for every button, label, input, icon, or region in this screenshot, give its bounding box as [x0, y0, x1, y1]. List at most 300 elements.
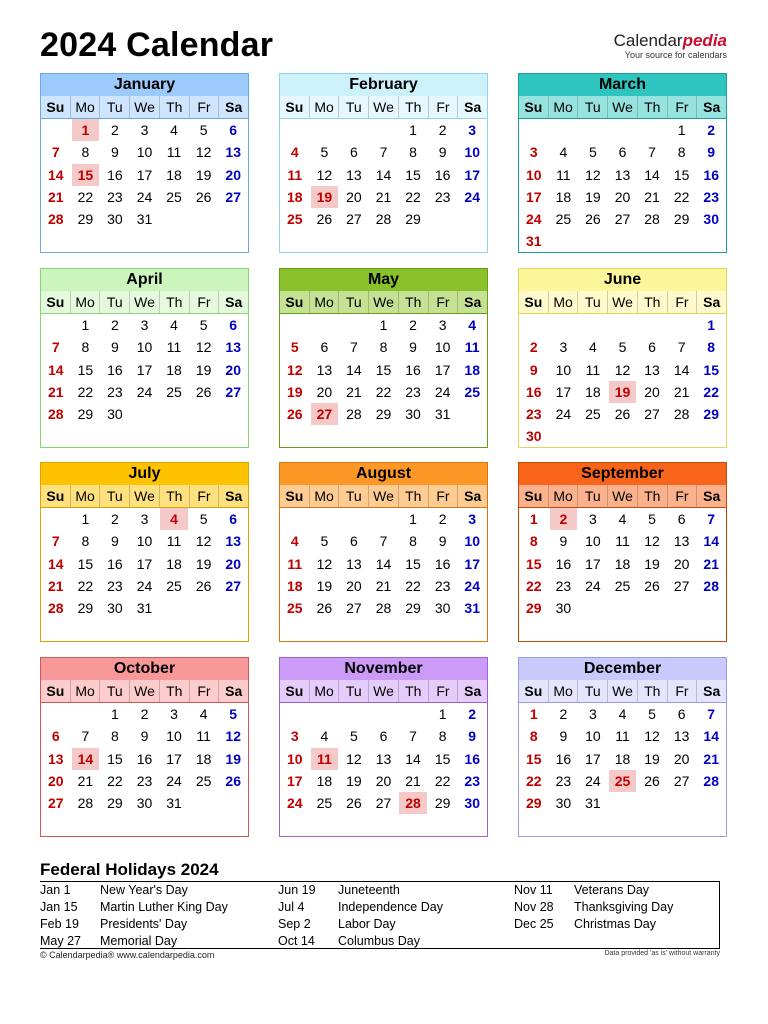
day-cell[interactable]: 26: [225, 772, 241, 789]
day-cell[interactable]: 28: [644, 211, 660, 228]
day-cell[interactable]: 11: [166, 533, 182, 550]
day-cell[interactable]: 7: [409, 728, 417, 745]
day-cell[interactable]: 13: [225, 144, 241, 161]
day-cell[interactable]: 10: [434, 339, 451, 356]
day-cell[interactable]: 8: [677, 144, 686, 161]
day-cell[interactable]: 5: [589, 144, 597, 161]
day-cell[interactable]: 20: [673, 555, 690, 572]
day-cell[interactable]: 6: [229, 122, 238, 138]
day-cell[interactable]: 24: [585, 577, 601, 594]
day-cell[interactable]: 16: [107, 166, 123, 183]
day-cell[interactable]: 20: [225, 361, 241, 378]
day-cell[interactable]: 11: [615, 728, 630, 745]
day-cell[interactable]: 20: [673, 750, 690, 767]
day-cell[interactable]: 12: [195, 144, 212, 161]
day-cell[interactable]: 2: [438, 122, 447, 138]
day-cell[interactable]: 26: [195, 383, 212, 400]
day-cell[interactable]: 13: [47, 750, 64, 767]
day-cell[interactable]: 25: [585, 406, 601, 423]
day-cell[interactable]: 4: [320, 728, 329, 745]
day-cell[interactable]: 28: [375, 211, 392, 228]
day-cell[interactable]: 10: [286, 750, 303, 767]
day-cell[interactable]: 27: [346, 211, 362, 228]
day-cell[interactable]: 14: [703, 533, 719, 550]
day-cell[interactable]: 7: [81, 728, 90, 745]
day-cell[interactable]: 3: [140, 317, 149, 333]
day-cell[interactable]: 2: [468, 706, 477, 722]
day-cell[interactable]: 18: [166, 166, 182, 183]
day-cell[interactable]: 12: [316, 555, 333, 572]
day-cell[interactable]: 29: [703, 406, 719, 423]
day-cell[interactable]: 17: [585, 555, 601, 572]
holiday-cell[interactable]: 1: [72, 119, 100, 141]
day-cell[interactable]: 18: [195, 750, 212, 767]
day-cell[interactable]: 25: [614, 577, 631, 594]
day-cell[interactable]: 10: [585, 728, 601, 745]
day-cell[interactable]: 24: [555, 406, 572, 423]
day-cell[interactable]: 8: [111, 728, 119, 745]
day-cell[interactable]: 15: [405, 555, 421, 572]
day-cell[interactable]: 19: [644, 750, 660, 767]
day-cell[interactable]: 22: [673, 188, 690, 205]
day-cell[interactable]: 20: [346, 188, 362, 205]
day-cell[interactable]: 6: [677, 706, 686, 722]
day-cell[interactable]: 23: [107, 188, 123, 205]
day-cell[interactable]: 10: [585, 533, 601, 550]
day-cell[interactable]: 26: [316, 211, 333, 228]
day-cell[interactable]: 15: [77, 555, 94, 572]
day-cell[interactable]: 31: [464, 600, 480, 617]
day-cell[interactable]: 18: [555, 188, 572, 205]
day-cell[interactable]: 27: [673, 577, 690, 594]
day-cell[interactable]: 1: [409, 511, 417, 527]
day-cell[interactable]: 16: [464, 750, 480, 767]
day-cell[interactable]: 13: [346, 555, 362, 572]
day-cell[interactable]: 26: [195, 577, 212, 594]
day-cell[interactable]: 6: [379, 728, 388, 745]
day-cell[interactable]: 10: [555, 361, 572, 378]
day-cell[interactable]: 16: [107, 555, 123, 572]
day-cell[interactable]: 16: [434, 555, 451, 572]
day-cell[interactable]: 26: [316, 600, 333, 617]
day-cell[interactable]: 18: [316, 772, 333, 789]
day-cell[interactable]: 30: [525, 428, 542, 445]
day-cell[interactable]: 29: [77, 406, 94, 423]
day-cell[interactable]: 30: [703, 211, 719, 228]
day-cell[interactable]: 6: [350, 144, 358, 161]
day-cell[interactable]: 9: [438, 144, 447, 161]
day-cell[interactable]: 7: [707, 511, 716, 527]
day-cell[interactable]: 11: [166, 144, 182, 161]
day-cell[interactable]: 18: [166, 361, 182, 378]
day-cell[interactable]: 11: [556, 166, 571, 183]
day-cell[interactable]: 7: [648, 144, 656, 161]
day-cell[interactable]: 2: [529, 339, 538, 356]
day-cell[interactable]: 20: [47, 772, 64, 789]
day-cell[interactable]: 17: [286, 772, 303, 789]
day-cell[interactable]: 4: [290, 144, 299, 161]
day-cell[interactable]: 3: [170, 706, 178, 722]
day-cell[interactable]: 24: [136, 383, 153, 400]
day-cell[interactable]: 11: [615, 533, 630, 550]
day-cell[interactable]: 17: [136, 555, 153, 572]
day-cell[interactable]: 12: [195, 533, 212, 550]
day-cell[interactable]: 7: [677, 339, 686, 356]
day-cell[interactable]: 13: [316, 361, 333, 378]
day-cell[interactable]: 25: [166, 188, 182, 205]
holiday-cell[interactable]: 11: [311, 748, 339, 770]
day-cell[interactable]: 21: [47, 188, 64, 205]
day-cell[interactable]: 1: [379, 317, 388, 333]
day-cell[interactable]: 2: [559, 706, 568, 722]
day-cell[interactable]: 31: [136, 600, 153, 617]
day-cell[interactable]: 19: [195, 361, 212, 378]
day-cell[interactable]: 5: [350, 728, 358, 745]
day-cell[interactable]: 30: [555, 600, 572, 617]
day-cell[interactable]: 5: [648, 511, 656, 527]
day-cell[interactable]: 28: [673, 406, 690, 423]
day-cell[interactable]: 30: [107, 406, 123, 423]
day-cell[interactable]: 13: [614, 166, 631, 183]
day-cell[interactable]: 16: [434, 166, 451, 183]
day-cell[interactable]: 18: [286, 577, 303, 594]
day-cell[interactable]: 27: [644, 406, 660, 423]
day-cell[interactable]: 11: [196, 728, 211, 745]
day-cell[interactable]: 8: [409, 533, 417, 550]
day-cell[interactable]: 9: [409, 339, 417, 356]
day-cell[interactable]: 10: [136, 339, 153, 356]
day-cell[interactable]: 11: [464, 339, 480, 356]
holiday-cell[interactable]: 27: [311, 403, 339, 425]
day-cell[interactable]: 15: [525, 750, 542, 767]
day-cell[interactable]: 21: [375, 577, 392, 594]
day-cell[interactable]: 13: [375, 750, 392, 767]
day-cell[interactable]: 14: [47, 555, 64, 572]
day-cell[interactable]: 18: [585, 383, 601, 400]
day-cell[interactable]: 17: [555, 383, 572, 400]
holiday-cell[interactable]: 14: [72, 748, 100, 770]
brand-logo[interactable]: [614, 31, 727, 61]
day-cell[interactable]: 20: [644, 383, 660, 400]
day-cell[interactable]: 28: [47, 600, 64, 617]
day-cell[interactable]: 29: [77, 600, 94, 617]
day-cell[interactable]: 15: [525, 555, 542, 572]
day-cell[interactable]: 5: [199, 511, 208, 527]
day-cell[interactable]: 14: [375, 166, 392, 183]
day-cell[interactable]: 30: [464, 795, 480, 812]
day-cell[interactable]: 26: [644, 772, 660, 789]
day-cell[interactable]: 9: [140, 728, 149, 745]
day-cell[interactable]: 7: [379, 144, 388, 161]
day-cell[interactable]: 15: [434, 750, 451, 767]
day-cell[interactable]: 3: [529, 144, 538, 161]
day-cell[interactable]: 9: [111, 533, 119, 550]
day-cell[interactable]: 11: [166, 339, 182, 356]
day-cell[interactable]: 22: [77, 188, 94, 205]
day-cell[interactable]: 22: [77, 577, 94, 594]
day-cell[interactable]: 10: [166, 728, 182, 745]
day-cell[interactable]: 4: [468, 317, 477, 333]
day-cell[interactable]: 18: [286, 188, 303, 205]
day-cell[interactable]: 29: [434, 795, 451, 812]
day-cell[interactable]: 7: [51, 144, 60, 161]
day-cell[interactable]: 1: [111, 706, 119, 722]
day-cell[interactable]: 12: [644, 533, 660, 550]
day-cell[interactable]: 16: [555, 555, 572, 572]
day-cell[interactable]: 23: [434, 188, 451, 205]
day-cell[interactable]: 10: [136, 533, 153, 550]
day-cell[interactable]: 29: [525, 600, 542, 617]
day-cell[interactable]: 22: [525, 577, 542, 594]
day-cell[interactable]: 7: [51, 339, 60, 356]
day-cell[interactable]: 13: [673, 533, 690, 550]
day-cell[interactable]: 5: [320, 533, 329, 550]
day-cell[interactable]: 21: [673, 383, 690, 400]
day-cell[interactable]: 20: [225, 555, 241, 572]
day-cell[interactable]: 20: [225, 166, 241, 183]
day-cell[interactable]: 14: [47, 166, 64, 183]
day-cell[interactable]: 14: [703, 728, 719, 745]
day-cell[interactable]: 24: [136, 188, 153, 205]
day-cell[interactable]: 6: [618, 144, 627, 161]
day-cell[interactable]: 19: [585, 188, 601, 205]
day-cell[interactable]: 15: [375, 361, 392, 378]
day-cell[interactable]: 3: [140, 122, 149, 138]
day-cell[interactable]: 9: [438, 533, 447, 550]
day-cell[interactable]: 14: [644, 166, 660, 183]
day-cell[interactable]: 3: [140, 511, 149, 527]
day-cell[interactable]: 24: [166, 772, 182, 789]
day-cell[interactable]: 29: [405, 600, 421, 617]
day-cell[interactable]: 30: [555, 795, 572, 812]
day-cell[interactable]: 4: [199, 706, 208, 722]
holiday-cell[interactable]: 19: [609, 381, 637, 403]
day-cell[interactable]: 22: [405, 577, 421, 594]
day-cell[interactable]: 7: [51, 533, 60, 550]
day-cell[interactable]: 23: [555, 577, 572, 594]
day-cell[interactable]: 8: [438, 728, 447, 745]
day-cell[interactable]: 28: [47, 211, 64, 228]
day-cell[interactable]: 23: [464, 772, 480, 789]
day-cell[interactable]: 1: [707, 317, 716, 333]
day-cell[interactable]: 9: [111, 339, 119, 356]
day-cell[interactable]: 21: [405, 772, 421, 789]
day-cell[interactable]: 12: [195, 339, 212, 356]
day-cell[interactable]: 25: [286, 211, 303, 228]
day-cell[interactable]: 6: [677, 511, 686, 527]
day-cell[interactable]: 16: [136, 750, 153, 767]
day-cell[interactable]: 13: [225, 533, 241, 550]
day-cell[interactable]: 8: [409, 144, 417, 161]
day-cell[interactable]: 30: [107, 211, 123, 228]
day-cell[interactable]: 3: [438, 317, 447, 333]
day-cell[interactable]: 29: [405, 211, 421, 228]
day-cell[interactable]: 16: [405, 361, 421, 378]
day-cell[interactable]: 25: [316, 795, 333, 812]
day-cell[interactable]: 2: [707, 122, 716, 138]
day-cell[interactable]: 12: [614, 361, 631, 378]
day-cell[interactable]: 27: [375, 795, 392, 812]
day-cell[interactable]: 18: [166, 555, 182, 572]
day-cell[interactable]: 12: [286, 361, 303, 378]
day-cell[interactable]: 20: [614, 188, 631, 205]
day-cell[interactable]: 3: [559, 339, 568, 356]
day-cell[interactable]: 28: [77, 795, 94, 812]
day-cell[interactable]: 22: [77, 383, 94, 400]
day-cell[interactable]: 21: [77, 772, 94, 789]
day-cell[interactable]: 31: [434, 406, 451, 423]
day-cell[interactable]: 16: [107, 361, 123, 378]
day-cell[interactable]: 1: [409, 122, 417, 138]
day-cell[interactable]: 1: [677, 122, 686, 138]
day-cell[interactable]: 10: [464, 533, 480, 550]
day-cell[interactable]: 13: [225, 339, 241, 356]
holiday-cell[interactable]: 28: [399, 792, 427, 814]
day-cell[interactable]: 6: [320, 339, 329, 356]
day-cell[interactable]: 28: [375, 600, 392, 617]
day-cell[interactable]: 7: [707, 706, 716, 722]
day-cell[interactable]: 8: [81, 533, 90, 550]
day-cell[interactable]: 5: [199, 317, 208, 333]
day-cell[interactable]: 3: [589, 706, 597, 722]
day-cell[interactable]: 23: [107, 577, 123, 594]
day-cell[interactable]: 3: [589, 511, 597, 527]
day-cell[interactable]: 26: [346, 795, 362, 812]
day-cell[interactable]: 11: [585, 361, 601, 378]
day-cell[interactable]: 9: [111, 144, 119, 161]
day-cell[interactable]: 23: [555, 772, 572, 789]
day-cell[interactable]: 12: [585, 166, 601, 183]
day-cell[interactable]: 2: [409, 317, 417, 333]
day-cell[interactable]: 21: [703, 750, 719, 767]
day-cell[interactable]: 5: [199, 122, 208, 138]
day-cell[interactable]: 22: [107, 772, 123, 789]
day-cell[interactable]: 21: [703, 555, 719, 572]
day-cell[interactable]: 8: [707, 339, 716, 356]
day-cell[interactable]: 30: [107, 600, 123, 617]
holiday-cell[interactable]: 19: [311, 186, 339, 208]
day-cell[interactable]: 5: [290, 339, 299, 356]
day-cell[interactable]: 15: [405, 166, 421, 183]
day-cell[interactable]: 13: [644, 361, 660, 378]
day-cell[interactable]: 8: [529, 728, 538, 745]
day-cell[interactable]: 18: [614, 555, 631, 572]
day-cell[interactable]: 9: [468, 728, 477, 745]
day-cell[interactable]: 24: [136, 577, 153, 594]
day-cell[interactable]: 4: [589, 339, 597, 356]
day-cell[interactable]: 21: [644, 188, 660, 205]
day-cell[interactable]: 12: [225, 728, 241, 745]
day-cell[interactable]: 9: [529, 361, 538, 378]
day-cell[interactable]: 17: [464, 166, 480, 183]
day-cell[interactable]: 21: [47, 383, 64, 400]
day-cell[interactable]: 16: [555, 750, 572, 767]
day-cell[interactable]: 17: [585, 750, 601, 767]
day-cell[interactable]: 24: [464, 577, 480, 594]
day-cell[interactable]: 14: [346, 361, 362, 378]
day-cell[interactable]: 3: [468, 122, 477, 138]
day-cell[interactable]: 1: [438, 706, 447, 722]
day-cell[interactable]: 23: [525, 406, 542, 423]
day-cell[interactable]: 23: [434, 577, 451, 594]
day-cell[interactable]: 25: [286, 600, 303, 617]
holiday-cell[interactable]: 25: [609, 770, 637, 792]
day-cell[interactable]: 25: [555, 211, 572, 228]
day-cell[interactable]: 4: [618, 706, 627, 722]
day-cell[interactable]: 18: [464, 361, 480, 378]
day-cell[interactable]: 14: [673, 361, 690, 378]
day-cell[interactable]: 28: [346, 406, 362, 423]
day-cell[interactable]: 20: [316, 383, 333, 400]
holiday-cell[interactable]: 2: [550, 508, 578, 530]
day-cell[interactable]: 1: [81, 317, 90, 333]
day-cell[interactable]: 29: [673, 211, 690, 228]
day-cell[interactable]: 18: [614, 750, 631, 767]
day-cell[interactable]: 27: [47, 795, 64, 812]
day-cell[interactable]: 6: [229, 511, 238, 527]
day-cell[interactable]: 19: [644, 555, 660, 572]
day-cell[interactable]: 22: [405, 188, 421, 205]
day-cell[interactable]: 10: [525, 166, 542, 183]
day-cell[interactable]: 23: [405, 383, 421, 400]
day-cell[interactable]: 29: [375, 406, 392, 423]
day-cell[interactable]: 27: [346, 600, 362, 617]
day-cell[interactable]: 3: [468, 511, 477, 527]
day-cell[interactable]: 11: [287, 555, 303, 572]
day-cell[interactable]: 16: [703, 166, 719, 183]
day-cell[interactable]: 29: [77, 211, 94, 228]
day-cell[interactable]: 4: [559, 144, 568, 161]
day-cell[interactable]: 26: [286, 406, 303, 423]
day-cell[interactable]: 12: [346, 750, 362, 767]
day-cell[interactable]: 27: [614, 211, 631, 228]
day-cell[interactable]: 7: [379, 533, 388, 550]
day-cell[interactable]: 21: [375, 188, 392, 205]
day-cell[interactable]: 28: [47, 406, 64, 423]
day-cell[interactable]: 5: [618, 339, 627, 356]
day-cell[interactable]: 23: [703, 188, 719, 205]
day-cell[interactable]: 23: [136, 772, 153, 789]
day-cell[interactable]: 22: [434, 772, 451, 789]
day-cell[interactable]: 17: [434, 361, 451, 378]
day-cell[interactable]: 5: [320, 144, 329, 161]
day-cell[interactable]: 9: [559, 728, 568, 745]
day-cell[interactable]: 15: [703, 361, 719, 378]
day-cell[interactable]: 24: [525, 211, 542, 228]
day-cell[interactable]: 2: [111, 317, 119, 333]
day-cell[interactable]: 2: [438, 511, 447, 527]
day-cell[interactable]: 2: [111, 122, 119, 138]
day-cell[interactable]: 9: [559, 533, 568, 550]
day-cell[interactable]: 20: [346, 577, 362, 594]
day-cell[interactable]: 4: [170, 317, 178, 333]
day-cell[interactable]: 22: [375, 383, 392, 400]
day-cell[interactable]: 4: [290, 533, 299, 550]
day-cell[interactable]: 28: [703, 772, 719, 789]
day-cell[interactable]: 16: [525, 383, 542, 400]
day-cell[interactable]: 17: [525, 188, 542, 205]
day-cell[interactable]: 2: [140, 706, 149, 722]
day-cell[interactable]: 19: [346, 772, 362, 789]
day-cell[interactable]: 22: [525, 772, 542, 789]
day-cell[interactable]: 25: [464, 383, 480, 400]
day-cell[interactable]: 1: [529, 511, 538, 527]
day-cell[interactable]: 19: [286, 383, 303, 400]
day-cell[interactable]: 14: [47, 361, 64, 378]
day-cell[interactable]: 23: [107, 383, 123, 400]
day-cell[interactable]: 25: [195, 772, 212, 789]
day-cell[interactable]: 27: [225, 383, 241, 400]
